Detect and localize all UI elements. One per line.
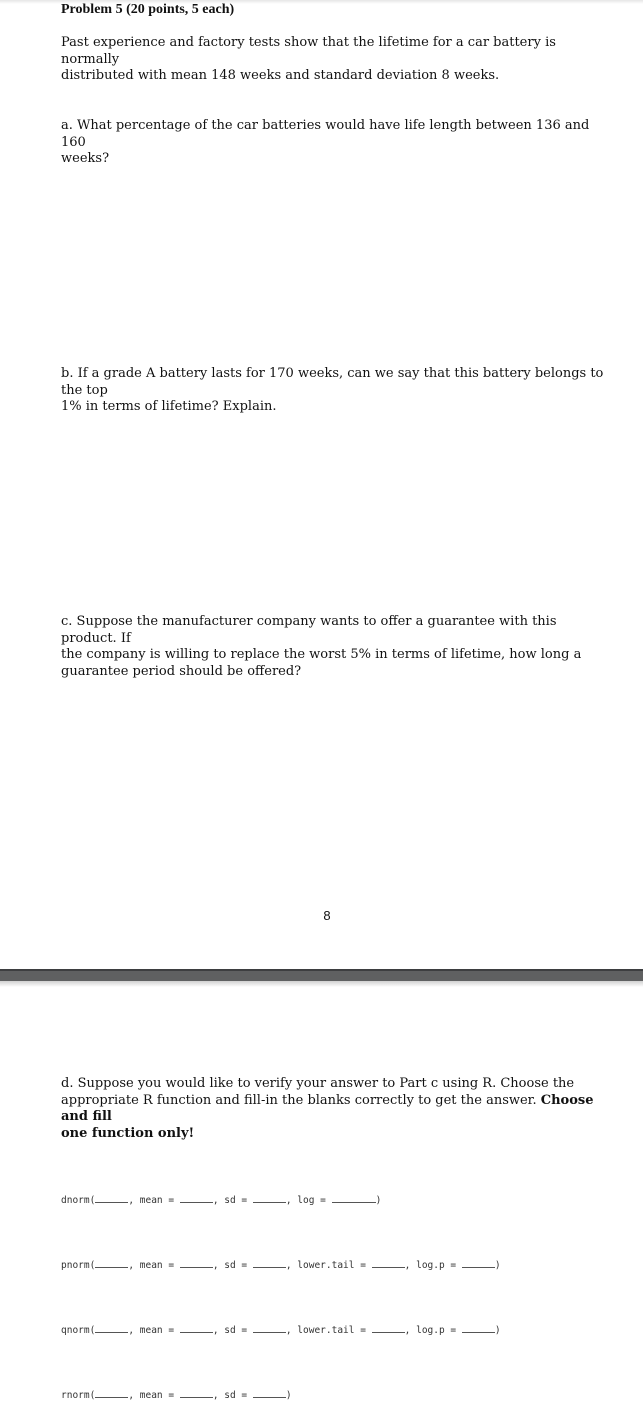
pnorm-mean-label: , mean = [128,1260,180,1271]
problem-title: Problem 5 (20 points, 5 each) [61,2,235,17]
part-c-question [61,614,609,680]
dnorm-log-blank[interactable] [332,1192,376,1203]
pnorm-log-p-label: , log.p = [404,1260,462,1271]
rnorm-template [61,1387,292,1403]
qnorm-p-blank[interactable] [95,1322,128,1333]
dnorm-template [61,1192,381,1208]
qnorm-mean-label: , mean = [128,1325,180,1336]
part-c-line-1: c. Suppose the manufacturer company wants to offer a guarantee with this product. If [61,614,557,646]
dnorm-x-blank[interactable] [95,1192,128,1203]
pnorm-function-name: pnorm( [61,1260,96,1271]
rnorm-function-name: rnorm( [61,1390,96,1401]
pnorm-sd-blank[interactable] [253,1257,286,1268]
part-b-line-1: b. If a grade A battery lasts for 170 weeks, can we say that this battery belongs to the top [61,366,604,398]
page-break-divider [0,969,643,981]
part-a-line-2: weeks? [61,151,110,166]
pnorm-log-p-blank[interactable] [462,1257,495,1268]
part-d-emphasis-1: Choose and fill [61,1092,594,1124]
dnorm-sd-blank[interactable] [253,1192,286,1203]
rnorm-mean-blank[interactable] [180,1387,213,1398]
qnorm-mean-blank[interactable] [180,1322,213,1333]
qnorm-close-paren: ) [494,1325,501,1336]
qnorm-function-name: qnorm( [61,1325,96,1336]
part-c-line-2: the company is willing to replace the worst 5% in terms of lifetime, how long a [61,647,582,662]
pnorm-mean-blank[interactable] [180,1257,213,1268]
qnorm-sd-label: , sd = [212,1325,253,1336]
part-d-line-2: appropriate R function and fill-in the blanks correctly to get the answer. [61,1092,541,1108]
pnorm-lower-tail-blank[interactable] [372,1257,405,1268]
rnorm-mean-label: , mean = [128,1390,180,1401]
dnorm-mean-blank[interactable] [180,1192,213,1203]
rnorm-n-blank[interactable] [95,1387,128,1398]
qnorm-log-p-blank[interactable] [462,1322,495,1333]
dnorm-sd-label: , sd = [212,1195,253,1206]
dnorm-close-paren: ) [375,1195,382,1206]
pnorm-q-blank[interactable] [95,1257,128,1268]
part-c-line-3: guarantee period should be offered? [61,663,302,679]
pnorm-sd-label: , sd = [212,1260,253,1271]
part-b-line-2: 1% in terms of lifetime? Explain. [61,399,277,414]
rnorm-sd-blank[interactable] [253,1387,286,1398]
qnorm-template [61,1322,501,1338]
intro-line-2: distributed with mean 148 weeks and standard deviation 8 weeks. [61,68,500,83]
qnorm-log-p-label: , log.p = [404,1325,462,1336]
pnorm-close-paren: ) [494,1260,501,1271]
dnorm-log-label: , log = [285,1195,332,1206]
pnorm-template [61,1257,501,1273]
rnorm-sd-label: , sd = [212,1390,253,1401]
rnorm-close-paren: ) [285,1390,292,1401]
problem-intro [61,35,609,85]
pnorm-lower-tail-label: , lower.tail = [285,1260,372,1271]
dnorm-function-name: dnorm( [61,1195,96,1206]
part-d-line-1: d. Suppose you would like to verify your answer to Part c using R. Choose the [61,1076,575,1091]
page-number: 8 [323,908,331,923]
part-d-emphasis-2: one function only! [61,1125,195,1141]
qnorm-lower-tail-label: , lower.tail = [285,1325,372,1336]
part-b-question [61,366,609,416]
qnorm-sd-blank[interactable] [253,1322,286,1333]
part-a-question [61,118,609,168]
dnorm-mean-label: , mean = [128,1195,180,1206]
qnorm-lower-tail-blank[interactable] [372,1322,405,1333]
part-a-line-1: a. What percentage of the car batteries would have life length between 136 and 160 [61,118,590,150]
part-d-question [61,1076,609,1142]
intro-line-1: Past experience and factory tests show that the lifetime for a car battery is normally [61,35,556,67]
